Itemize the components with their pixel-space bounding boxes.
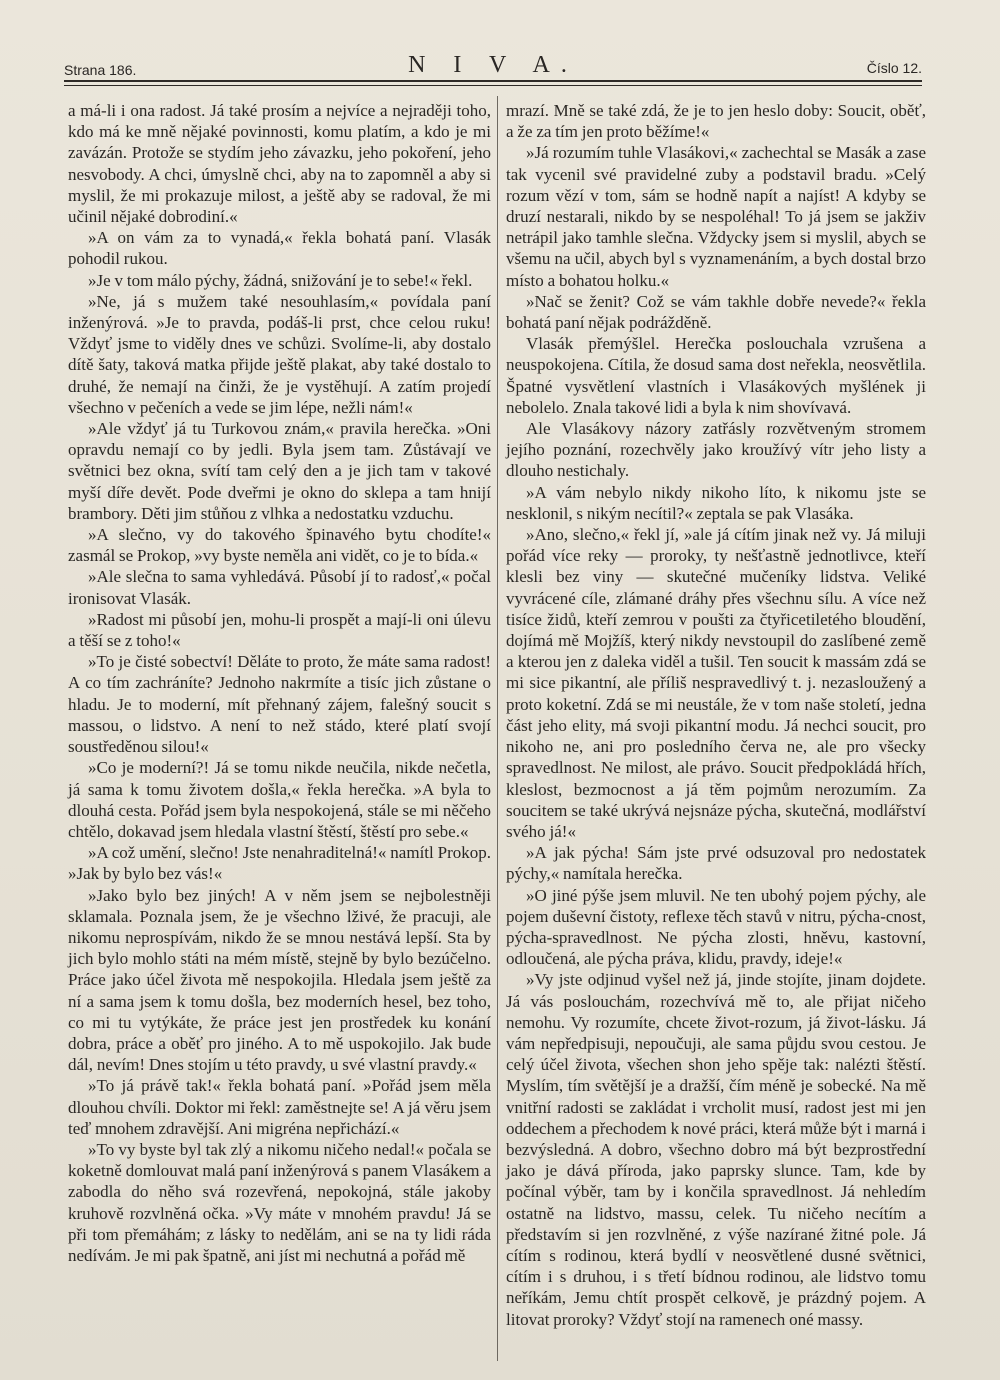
paragraph: »A což umění, slečno! Jste nenahraditelná!« namítl Prokop. »Jak by bylo bez vás!« (68, 843, 491, 884)
magazine-title: N I V A. (408, 52, 578, 78)
paragraph: »Ne, já s mužem také nesouhlasím,« povídala paní inženýrová. »Je to pravda, podáš-li prst, chce celou ruku! Vždyť jsme to viděly dnes ve schůzi. Svolíme-li, aby dostalo dítě šaty, taková matka přijde ještě plakat, aby také dostalo to druhé, že nemají na činži, že je vystěhují. A zatím projedí všechno v pečeních a vede se jim lépe, nežli nám!« (68, 291, 491, 417)
paragraph: »Ale slečna to sama vyhledává. Působí jí to radosť,« počal ironisovat Vlasák. (68, 567, 491, 608)
paragraph: »To je čisté sobectví! Děláte to proto, že máte sama radost! A co tím zachráníte? Jednoho nakrmíte a tisíc jich zůstane o hladu. Je to moderní, mít přehnaný zájem, falešný soucit s massou, o lidstvo. A není to než stádo, které platí svojí soustředěnou silou!« (68, 652, 491, 757)
paragraph: Ale Vlasákovy názory zatřásly rozvětveným stromem jejího poznání, rozechvěly jako kroužívý vítr jeho listy a dlouho nestichaly. (506, 419, 926, 481)
paragraph: »A jak pýcha! Sám jste prvé odsuzoval pro nedostatek pýchy,« namítala herečka. (506, 843, 926, 884)
paragraph: »Nač se ženit? Což se vám takhle dobře nevede?« řekla bohatá paní nějak podrážděně. (506, 291, 926, 333)
page-number: Strana 186. (64, 62, 137, 78)
paragraph: »To vy byste byl tak zlý a nikomu ničeho nedal!« počala se koketně domlouvat malá paní inženýrová s panem Vlasákem a zabodla do něho svá rozevřená, nepokojná, stále jakoby kruhově rozvlněná očka. »Vy máte v mnohém pravdu! Já se při tom přemáhám; z lásky to nedělám, ani se na ty lidi ráda nedívám. Je mi pak špatně, ani jíst mi nechutná a pořád mě (68, 1139, 491, 1265)
paragraph: a má-li i ona radost. Já také prosím a nejvíce a nejraději toho, kdo má ke mně nějaké povinnosti, komu platím, a kdo je mi zavázán. Protože se stydím jeho závazku, jeho pokoření, jeho nesvobody. A chci, úmyslně chci, aby na to zapomněl a aby si myslil, že mi prokazuje milost, a ještě aby se radoval, že mi učinil nějaké dobrodiní.« (68, 101, 491, 227)
paragraph: »Radost mi působí jen, mohu-li prospět a mají-li oni úlevu a těší se z toho!« (68, 609, 491, 651)
paragraph: »Vy jste odjinud vyšel než já, jinde stojíte, jinam dojdete. Já vás poslouchám, rozechvívá mě to, ale přijat ničeho nemohu. Vy rozumíte, chcete život-rozum, já život-lásku. Já vám nepředpisuji, nepoučuji, ale sama půjdu svou cestou. Je celý účel života, všechen shon jeho spěje tak: nalézti štěstí. Myslím, tím světější je a dražší, čím méně je sobecké. Na mě vnitřní radosti se zakládat i vrcholit musí, radost jest mi jen oddechem a přechodem k nové práci, která může být i marná i bezvýsledná. A dobro, všechno dobro má být bezprostřední jako je dává příroda, jako paprsky slunce. Tam, kde by počínal výběr, tam by i končila spravedlnost. Já nehledím ostatně na lidstvo, massu, celek. Tu ničeho necítím a představím si jen rozvlněné, z výše nazírané žitné pole. Já cítím s rodinou, která bydlí v neosvětlené dusné světnici, cítím i s druhou, i s třetí bídnou rodinou, ale lidstvo tomu neříkám, Jemu chtít prospět celkově, je prázdný pojem. A litovat proroky? Vždyť stojí na ramenech oné massy. (506, 970, 926, 1329)
paragraph: »Je v tom málo pýchy, žádná, snižování je to sebe!« řekl. (88, 270, 473, 290)
left-column (68, 100, 491, 1266)
paragraph: »A vám nebylo nikdy nikoho líto, k nikomu jste se nesklonil, s nikým necítil?« zeptala se pak Vlasáka. (506, 482, 926, 523)
paragraph: »Ale vždyť já tu Turkovou znám,« pravila herečka. »Oni opravdu nemají co by jedli. Byla jsem tam. Zůstávají ve světnici bez okna, svítí tam celý den a je jich tam v takové myší díře devět. Pode dveřmi je okno do sklepa a tam hnijí brambory. Děti jim stůňou z vlhka a nedostatku vzduchu. (68, 419, 491, 523)
issue-number: Číslo 12. (866, 60, 922, 76)
paragraph: mrazí. Mně se také zdá, že je to jen heslo doby: Soucit, oběť, a že za tím jen proto běžíme!« (506, 101, 926, 142)
header-rule (64, 80, 922, 86)
paragraph: »A on vám za to vynadá,« řekla bohatá paní. Vlasák pohodil rukou. (68, 228, 491, 269)
paragraph: »O jiné pýše jsem mluvil. Ne ten ubohý pojem pýchy, ale pojem duševní čistoty, reflexe těch stavů v nitru, pýcha-cnost, pýcha-spravedlnost. Ne pýcha zlosti, hněvu, kastovní, odloučená, ale pýcha práva, klidu, pravdy, ideje!« (506, 885, 926, 969)
paragraph: »Ano, slečno,« řekl jí, »ale já cítím jinak než vy. Já miluji pořád více reky — proroky, ty nešťastně jednotlivce, kteří klesli bez viny — skutečné mučeníky lidstva. Veliké vyvrácené cíle, zlámané dráhy přes všechnu sílu. A více než tisíce židů, kteří zemrou v poušti za čtyřicetiletého bloudění, dojímá mě Mojžíš, který nikdy nevstoupil do zaslíbené země a kterou jen z daleka viděl a tušil. Ten soucit k massám zdá se mi sice pikantní, ale příliš nespravedlivý t. j. nezasloužený a proto koketní. Zdá se mi neustále, že v tom naše století, jedna část jeho elity, má svoji pikantní modu. Já nechci soucit, pro nikoho ne, ani pro posledního červa ne, ale pro všecky spravedlnost. Ne milost, ale právo. Soucit předpokládá hřích, kleslost, bezmocnost a já těm pojmům nerozumím. Za soucitem se také ukrývá nejsnáze pýcha, skutečná, modlářství svého já!« (506, 525, 926, 841)
page-header (64, 50, 922, 80)
right-column (506, 100, 926, 1330)
paragraph: Vlasák přemýšlel. Herečka poslouchala vzrušena a neuspokojena. Cítila, že dosud sama dost neřekla, neosvětlila. Špatné vysvětlení vlastních i Vlasákových myšlének ji nebolelo. Znala takové lidi a byla k nim shovívavá. (506, 334, 926, 417)
paragraph: »Co je moderní?! Já se tomu nikde neučila, nikde nečetla, já sama k tomu životem došla,« řekla herečka. »A byla to dlouhá cesta. Pořád jsem byla nespokojená, stále se mi něčeho chtělo, dokavad jsem hledala vlastní štěstí, štěstí pro sebe.« (68, 758, 491, 841)
paragraph: »A slečno, vy do takového špinavého bytu chodíte!« zasmál se Prokop, »vy byste neměla ani vidět, co je to bída.« (68, 525, 491, 566)
paragraph: »Já rozumím tuhle Vlasákovi,« zachechtal se Masák a zase tak vycenil své pravidelné zuby a podstavil bradu. »Celý rozum vězí v tom, sám se hodně napít a najíst! A kdyby se druzí nestarali, nikdo by se nespoléhal! To já jsem se jakživ netrápil jako tamhle slečna. Vždycky jsem si myslil, abych se všemu na učil, abych byl s vyznamenáním, a bych dostal brzo místo a bohatou holku.« (506, 143, 926, 290)
paragraph: »Jako bylo bez jiných! A v něm jsem se nejbolestněji sklamala. Poznala jsem, že je všechno lživé, že pracuji, ale nikomu neprospívám, nikdo že se mnou nestává lepší. Sta by jich bylo mohlo státi na mém místě, stejně by bylo bezúčelno. Práce jako účel života mě nespokojila. Hledala jsem ještě za ní a sama jsem k tomu došla, bez moderních hesel, bez toho, co mi tu vytýkáte, že práce jest jen prostředek ku konání dobra, práce a oběť pro jiného. A to mě uspokojilo. Jak bude dál, nevím! Dnes stojím u této pravdy, u své vlastní pravdy.« (68, 885, 491, 1075)
column-divider (497, 96, 498, 1361)
paragraph: »To já právě tak!« řekla bohatá paní. »Pořád jsem měla dlouhou chvíli. Doktor mi řekl: zaměstnejte se! A já věru jsem teď mnohem zdravější. Ani migréna nepřichází.« (68, 1076, 491, 1138)
